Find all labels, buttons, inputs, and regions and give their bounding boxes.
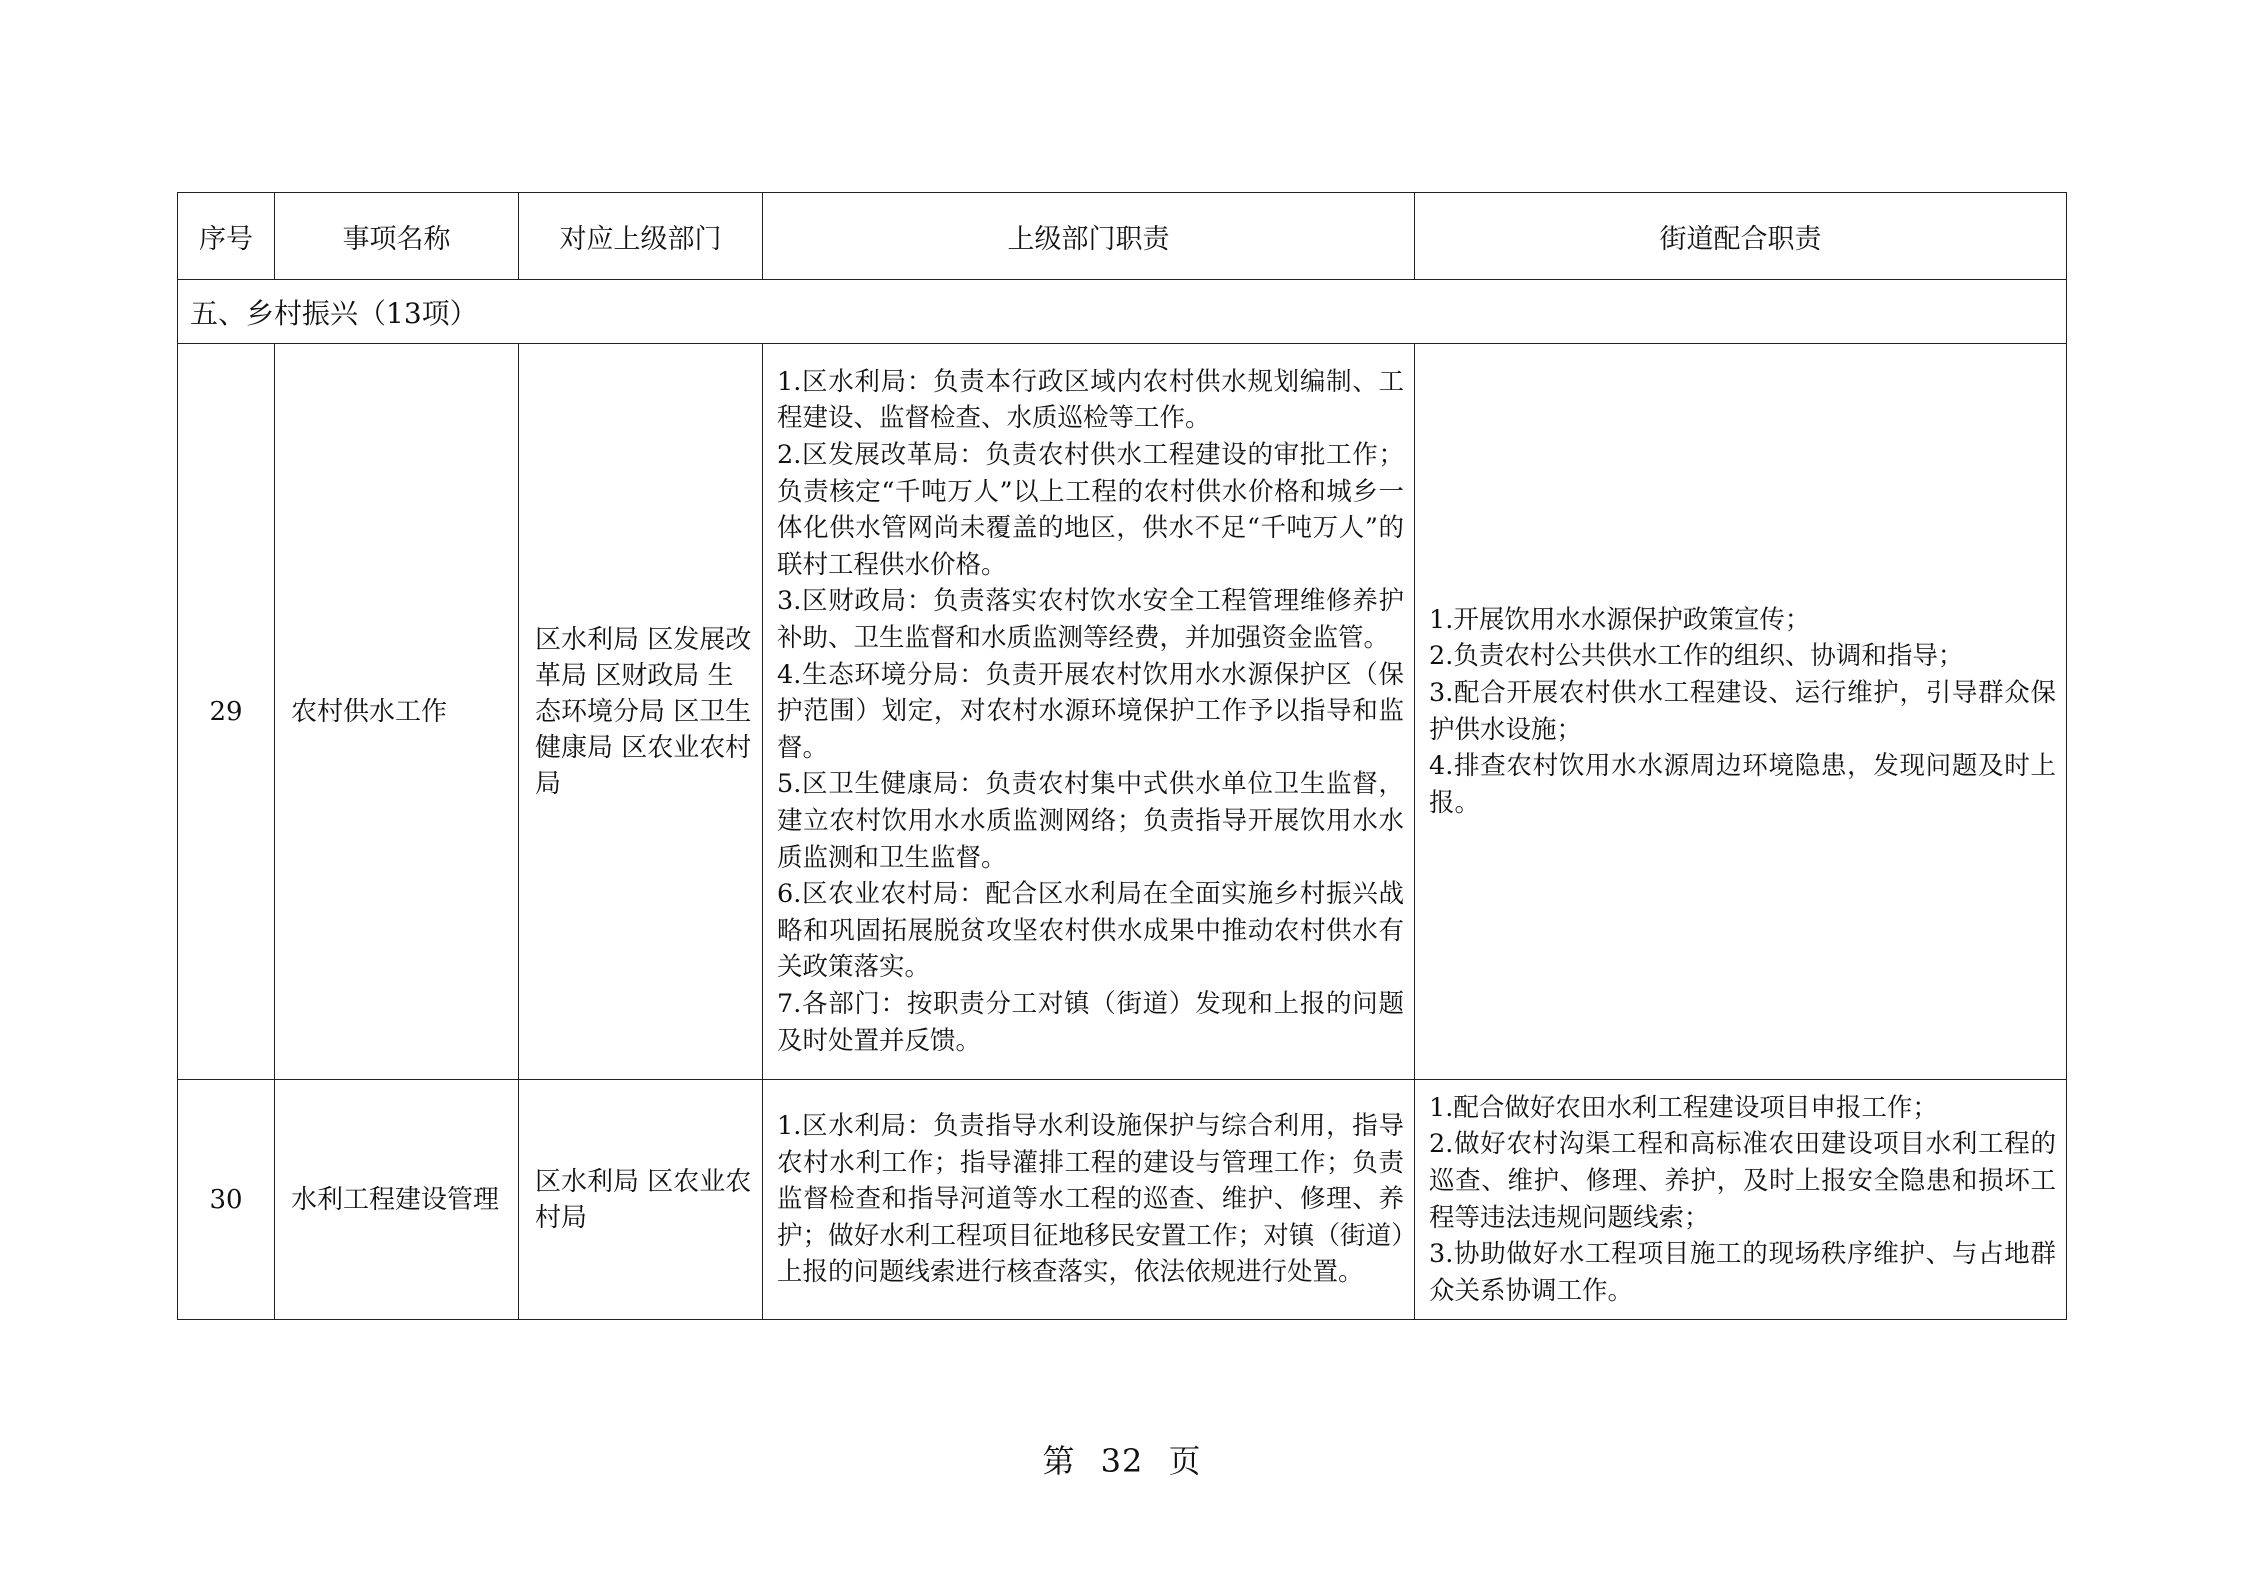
header-department: 对应上级部门 [519, 193, 763, 280]
section-row [178, 280, 2067, 344]
table-row [178, 1080, 2067, 1320]
row-number: 30 [178, 1080, 275, 1320]
street-duties [1415, 1080, 2067, 1320]
street-duty-item: 4.排查农村饮用水水源周边环境隐患，发现问题及时上报。 [1429, 751, 2056, 818]
street-duty-item: 1.开展饮用水水源保护政策宣传； [1429, 604, 1811, 635]
row-number: 29 [178, 344, 275, 1080]
dept-duties [763, 1080, 1415, 1320]
page-number: 32 [1100, 1442, 1144, 1480]
item-name: 水利工程建设管理 [275, 1080, 519, 1320]
duty-item: 6.区农业农村局：配合区水利局在全面实施乡村振兴战略和巩固拓展脱贫攻坚农村供水成果中推动农村供水有关政策落实。 [777, 879, 1404, 983]
page-footer [0, 1436, 2244, 1482]
header-dept-duties: 上级部门职责 [763, 193, 1415, 280]
responsibility-table [177, 192, 2067, 1320]
header-item-name: 事项名称 [275, 193, 519, 280]
page-suffix: 页 [1168, 1442, 1202, 1480]
page-prefix: 第 [1042, 1442, 1076, 1480]
section-title: 五、乡村振兴（13项） [178, 280, 2067, 344]
department-list: 区水利局 区发展改革局 区财政局 生态环境分局 区卫生健康局 区农业农村局 [519, 344, 763, 1080]
item-name: 农村供水工作 [275, 344, 519, 1080]
header-street-duties: 街道配合职责 [1415, 193, 2067, 280]
duty-item: 1.区水利局：负责指导水利设施保护与综合利用，指导农村水利工作；指导灌排工程的建设与管理工作；负责监督检查和指导河道等水工程的巡查、维护、修理、养护；做好水利工程项目征地移民安置工作；对镇（街道）上报的问题线索进行核查落实，依法依规进行处置。 [777, 1111, 1404, 1288]
duty-item: 5.区卫生健康局：负责农村集中式供水单位卫生监督，建立农村饮用水水质监测网络；负责指导开展饮用水水质监测和卫生监督。 [777, 769, 1404, 873]
street-duty-item: 2.做好农村沟渠工程和高标准农田建设项目水利工程的巡查、维护、修理、养护，及时上报安全隐患和损坏工程等违法违规问题线索； [1429, 1129, 2056, 1233]
dept-duties [763, 344, 1415, 1080]
street-duty-item: 1.配合做好农田水利工程建设项目申报工作； [1429, 1092, 1938, 1123]
duty-item: 2.区发展改革局：负责农村供水工程建设的审批工作；负责核定“千吨万人”以上工程的农村供水价格和城乡一体化供水管网尚未覆盖的地区，供水不足“千吨万人”的联村工程供水价格。 [777, 440, 1404, 580]
street-duty-item: 2.负责农村公共供水工作的组织、协调和指导； [1429, 641, 1964, 672]
street-duty-item: 3.协助做好水工程项目施工的现场秩序维护、与占地群众关系协调工作。 [1429, 1239, 2056, 1306]
duty-item: 3.区财政局：负责落实农村饮水安全工程管理维修养护补助、卫生监督和水质监测等经费，并加强资金监管。 [777, 586, 1404, 654]
street-duty-item: 3.配合开展农村供水工程建设、运行维护，引导群众保护供水设施； [1429, 677, 2056, 745]
duty-item: 7.各部门：按职责分工对镇（街道）发现和上报的问题及时处置并反馈。 [777, 988, 1404, 1056]
header-index: 序号 [178, 193, 275, 280]
table-header-row [178, 193, 2067, 280]
department-list: 区水利局 区农业农村局 [519, 1080, 763, 1320]
duty-item: 1.区水利局：负责本行政区域内农村供水规划编制、工程建设、监督检查、水质巡检等工作。 [777, 366, 1404, 434]
duty-item: 4.生态环境分局：负责开展农村饮用水水源保护区（保护范围）划定，对农村水源环境保护工作予以指导和监督。 [777, 659, 1404, 763]
street-duties [1415, 344, 2067, 1080]
table-row [178, 344, 2067, 1080]
